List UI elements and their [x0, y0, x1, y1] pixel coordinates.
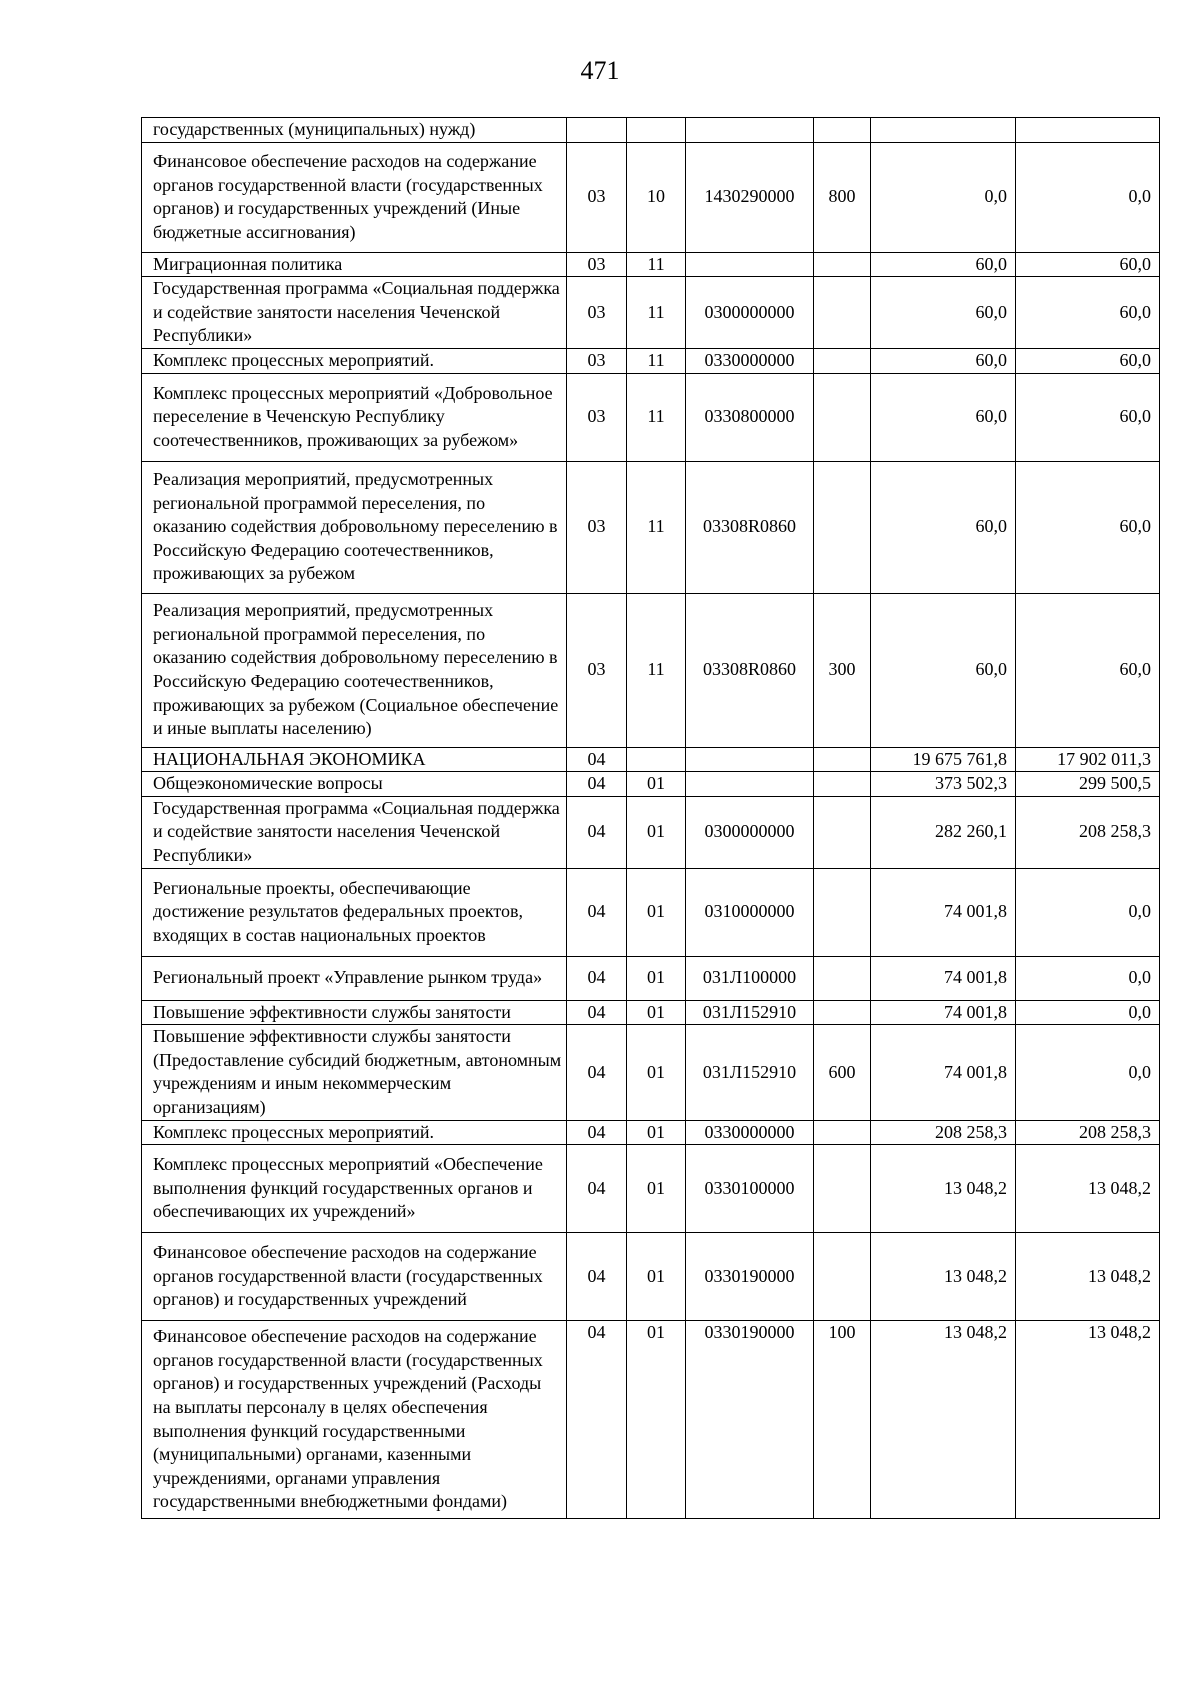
row-name: Повышение эффективности службы занятости (Предоставление субсидий бюджетным, автономным учреждениям и иным некоммерческим организациям) — [142, 1025, 567, 1120]
row-name: Комплекс процессных мероприятий. — [142, 1120, 567, 1145]
table-row — [142, 1233, 1160, 1321]
row-target-article: 0330100000 — [686, 1145, 814, 1233]
row-amount-year2: 13 048,2 — [1016, 1145, 1160, 1233]
row-subsection — [627, 118, 686, 143]
row-amount-year1: 282 260,1 — [871, 796, 1016, 868]
row-target-article: 03308R0860 — [686, 461, 814, 593]
row-section: 03 — [567, 593, 627, 747]
row-amount-year2 — [1016, 118, 1160, 143]
row-amount-year1: 13 048,2 — [871, 1321, 1016, 1519]
row-name: Финансовое обеспечение расходов на содержание органов государственной власти (государственных органов) и государственных учреждений (Расходы на выплаты персоналу в целях обеспечения выполнения функций государственными (муниципальными) органами, казенными учреждениями, органами управления государственными внебюджетными фондами) — [142, 1321, 567, 1519]
row-target-article: 0330000000 — [686, 348, 814, 373]
row-expense-type: 800 — [814, 142, 871, 252]
row-section: 03 — [567, 142, 627, 252]
table-row — [142, 593, 1160, 747]
row-amount-year2: 60,0 — [1016, 277, 1160, 349]
budget-table — [141, 117, 1160, 1519]
row-subsection — [627, 747, 686, 772]
row-section: 04 — [567, 1025, 627, 1120]
row-name: Финансовое обеспечение расходов на содержание органов государственной власти (государственных органов) и государственных учреждений (Иные бюджетные ассигнования) — [142, 142, 567, 252]
row-amount-year2: 60,0 — [1016, 593, 1160, 747]
row-expense-type — [814, 118, 871, 143]
row-subsection: 11 — [627, 252, 686, 277]
row-amount-year2: 60,0 — [1016, 373, 1160, 461]
row-subsection: 11 — [627, 461, 686, 593]
table-row — [142, 868, 1160, 956]
row-expense-type — [814, 796, 871, 868]
row-section: 04 — [567, 1321, 627, 1519]
row-amount-year2: 60,0 — [1016, 348, 1160, 373]
row-amount-year2: 0,0 — [1016, 1025, 1160, 1120]
table-row — [142, 461, 1160, 593]
row-amount-year1: 74 001,8 — [871, 1000, 1016, 1025]
row-amount-year2: 299 500,5 — [1016, 772, 1160, 797]
row-name: Повышение эффективности службы занятости — [142, 1000, 567, 1025]
row-expense-type — [814, 277, 871, 349]
row-name: Финансовое обеспечение расходов на содержание органов государственной власти (государственных органов) и государственных учреждений — [142, 1233, 567, 1321]
row-amount-year1: 60,0 — [871, 348, 1016, 373]
row-amount-year1: 74 001,8 — [871, 1025, 1016, 1120]
row-target-article: 031Л152910 — [686, 1000, 814, 1025]
row-amount-year2: 208 258,3 — [1016, 796, 1160, 868]
row-subsection: 11 — [627, 277, 686, 349]
row-amount-year1: 0,0 — [871, 142, 1016, 252]
row-name: Миграционная политика — [142, 252, 567, 277]
row-name: НАЦИОНАЛЬНАЯ ЭКОНОМИКА — [142, 747, 567, 772]
row-section: 04 — [567, 956, 627, 1000]
row-target-article: 03308R0860 — [686, 593, 814, 747]
row-amount-year1: 373 502,3 — [871, 772, 1016, 797]
table-row — [142, 142, 1160, 252]
row-expense-type: 600 — [814, 1025, 871, 1120]
row-subsection: 01 — [627, 796, 686, 868]
row-section: 04 — [567, 1000, 627, 1025]
row-section: 04 — [567, 747, 627, 772]
row-amount-year1: 60,0 — [871, 277, 1016, 349]
row-amount-year2: 0,0 — [1016, 142, 1160, 252]
row-name: Реализация мероприятий, предусмотренных региональной программой переселения, по оказанию содействия добровольному переселению в Российскую Федерацию соотечественников, проживающих за рубежом — [142, 461, 567, 593]
row-section: 03 — [567, 461, 627, 593]
table-row — [142, 277, 1160, 349]
row-section: 03 — [567, 373, 627, 461]
row-expense-type — [814, 348, 871, 373]
row-target-article — [686, 772, 814, 797]
row-expense-type: 100 — [814, 1321, 871, 1519]
table-row — [142, 1145, 1160, 1233]
table-row — [142, 118, 1160, 143]
row-subsection: 01 — [627, 868, 686, 956]
row-amount-year2: 208 258,3 — [1016, 1120, 1160, 1145]
row-amount-year2: 0,0 — [1016, 1000, 1160, 1025]
row-target-article: 1430290000 — [686, 142, 814, 252]
row-expense-type — [814, 1120, 871, 1145]
row-amount-year1: 60,0 — [871, 373, 1016, 461]
row-amount-year1: 60,0 — [871, 461, 1016, 593]
row-target-article: 0300000000 — [686, 796, 814, 868]
row-amount-year2: 13 048,2 — [1016, 1233, 1160, 1321]
row-expense-type — [814, 868, 871, 956]
row-target-article — [686, 252, 814, 277]
row-target-article — [686, 118, 814, 143]
row-name: Комплекс процессных мероприятий «Добровольное переселение в Чеченскую Республику соотечественников, проживающих за рубежом» — [142, 373, 567, 461]
row-name: Общеэкономические вопросы — [142, 772, 567, 797]
row-section: 04 — [567, 868, 627, 956]
row-expense-type — [814, 252, 871, 277]
row-target-article: 0300000000 — [686, 277, 814, 349]
row-section: 04 — [567, 1233, 627, 1321]
row-section: 04 — [567, 772, 627, 797]
row-subsection: 01 — [627, 1120, 686, 1145]
row-amount-year2: 0,0 — [1016, 868, 1160, 956]
row-expense-type — [814, 956, 871, 1000]
row-subsection: 01 — [627, 956, 686, 1000]
row-name: Комплекс процессных мероприятий «Обеспечение выполнения функций государственных органов и обеспечивающих их учреждений» — [142, 1145, 567, 1233]
row-section: 04 — [567, 796, 627, 868]
row-amount-year1: 74 001,8 — [871, 956, 1016, 1000]
row-amount-year1: 208 258,3 — [871, 1120, 1016, 1145]
row-target-article: 0310000000 — [686, 868, 814, 956]
row-name: Реализация мероприятий, предусмотренных региональной программой переселения, по оказанию содействия добровольному переселению в Российскую Федерацию соотечественников, проживающих за рубежом (Социальное обеспечение и иные выплаты населению) — [142, 593, 567, 747]
table-row — [142, 252, 1160, 277]
row-section — [567, 118, 627, 143]
row-amount-year2: 60,0 — [1016, 252, 1160, 277]
row-name: государственных (муниципальных) нужд) — [142, 118, 567, 143]
row-target-article: 0330800000 — [686, 373, 814, 461]
table-row — [142, 747, 1160, 772]
row-amount-year2: 60,0 — [1016, 461, 1160, 593]
row-subsection: 01 — [627, 1145, 686, 1233]
row-subsection: 01 — [627, 772, 686, 797]
row-amount-year1: 19 675 761,8 — [871, 747, 1016, 772]
row-amount-year1: 60,0 — [871, 252, 1016, 277]
table-row — [142, 772, 1160, 797]
row-target-article: 0330190000 — [686, 1321, 814, 1519]
row-subsection: 01 — [627, 1321, 686, 1519]
row-target-article: 0330000000 — [686, 1120, 814, 1145]
row-target-article: 031Л152910 — [686, 1025, 814, 1120]
row-expense-type: 300 — [814, 593, 871, 747]
row-subsection: 11 — [627, 373, 686, 461]
row-subsection: 11 — [627, 348, 686, 373]
table-row — [142, 1321, 1160, 1519]
table-row — [142, 956, 1160, 1000]
row-expense-type — [814, 772, 871, 797]
table-row — [142, 1120, 1160, 1145]
row-subsection: 01 — [627, 1233, 686, 1321]
row-section: 03 — [567, 348, 627, 373]
row-expense-type — [814, 747, 871, 772]
row-section: 03 — [567, 277, 627, 349]
row-amount-year2: 13 048,2 — [1016, 1321, 1160, 1519]
row-name: Государственная программа «Социальная поддержка и содействие занятости населения Чеченской Республики» — [142, 796, 567, 868]
row-section: 04 — [567, 1145, 627, 1233]
table-row — [142, 348, 1160, 373]
row-name: Государственная программа «Социальная поддержка и содействие занятости населения Чеченской Республики» — [142, 277, 567, 349]
row-name: Региональный проект «Управление рынком труда» — [142, 956, 567, 1000]
table-row — [142, 796, 1160, 868]
row-expense-type — [814, 1145, 871, 1233]
row-subsection: 10 — [627, 142, 686, 252]
row-name: Комплекс процессных мероприятий. — [142, 348, 567, 373]
page-number: 471 — [580, 56, 620, 85]
row-section: 03 — [567, 252, 627, 277]
table-row — [142, 373, 1160, 461]
row-expense-type — [814, 461, 871, 593]
row-section: 04 — [567, 1120, 627, 1145]
table-row — [142, 1000, 1160, 1025]
row-target-article — [686, 747, 814, 772]
row-subsection: 01 — [627, 1000, 686, 1025]
row-subsection: 01 — [627, 1025, 686, 1120]
row-amount-year1: 74 001,8 — [871, 868, 1016, 956]
row-amount-year1: 60,0 — [871, 593, 1016, 747]
table-row — [142, 1025, 1160, 1120]
row-amount-year2: 17 902 011,3 — [1016, 747, 1160, 772]
row-expense-type — [814, 373, 871, 461]
row-amount-year2: 0,0 — [1016, 956, 1160, 1000]
row-amount-year1 — [871, 118, 1016, 143]
row-expense-type — [814, 1233, 871, 1321]
row-target-article: 0330190000 — [686, 1233, 814, 1321]
row-amount-year1: 13 048,2 — [871, 1233, 1016, 1321]
row-name: Региональные проекты, обеспечивающие достижение результатов федеральных проектов, входящих в состав национальных проектов — [142, 868, 567, 956]
row-subsection: 11 — [627, 593, 686, 747]
row-target-article: 031Л100000 — [686, 956, 814, 1000]
row-expense-type — [814, 1000, 871, 1025]
row-amount-year1: 13 048,2 — [871, 1145, 1016, 1233]
